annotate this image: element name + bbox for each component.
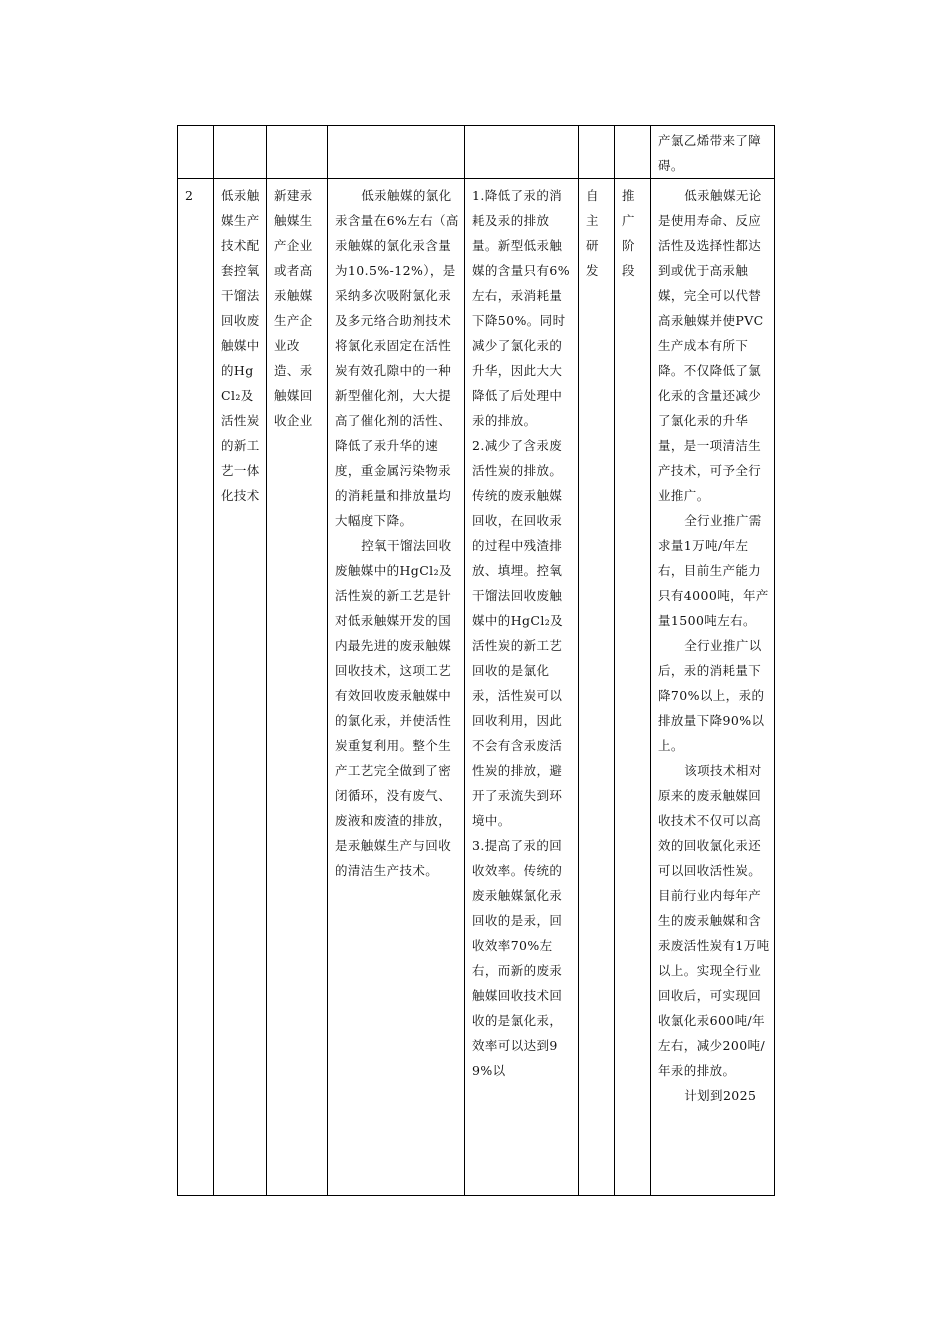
cell-index-empty: [178, 126, 214, 179]
cell-scope: 新建汞触媒生产企业或者高汞触媒生产企业改造、汞触媒回收企业: [267, 179, 328, 1196]
cell-remarks: [651, 179, 775, 1196]
cell-description: [328, 179, 465, 1196]
cell-effects: [465, 179, 579, 1196]
remarks-paragraph: 计划到2025: [684, 1088, 757, 1103]
cell-tech-name: 低汞触媒生产技术配套控氧干馏法回收废触媒中的HgCl₂及活性炭的新工艺一体化技术: [214, 179, 267, 1196]
technology-table: [177, 125, 775, 1196]
cell-stage-empty: [615, 126, 651, 179]
cell-remarks-continued: 产氯乙烯带来了障碍。: [651, 126, 775, 179]
cell-stage: [615, 179, 651, 1196]
remarks-paragraph: 全行业推广需求量1万吨/年左右，目前生产能力只有4000吨，年产量1500吨左右。: [658, 513, 769, 628]
cell-source: [579, 179, 615, 1196]
remarks-paragraph: 全行业推广以后，汞的消耗量下降70%以上，汞的排放量下降90%以上。: [658, 638, 765, 753]
description-paragraph: 控氧干馏法回收废触媒中的HgCl₂及活性炭的新工艺是针对低汞触媒开发的国内最先进的废汞触媒回收技术，这项工艺有效回收废汞触媒中的氯化汞，并使活性炭重复利用。整个生产工艺完全做到了密闭循环，没有废气、废液和废渣的排放，是汞触媒生产与回收的清洁生产技术。: [335, 538, 452, 878]
stage-text: 推广阶段: [622, 188, 635, 278]
remarks-paragraph: 低汞触媒无论是使用寿命、反应活性及选择性都达到或优于高汞触媒，完全可以代替高汞触媒并使PVC生产成本有所下降。不仅降低了氯化汞的含量还减少了氯化汞的升华量，是一项清洁生产技术，可予全行业推广。: [658, 188, 764, 503]
table-row: [178, 179, 775, 1196]
cell-effects-empty: [465, 126, 579, 179]
cell-index: 2: [178, 179, 214, 1196]
cell-scope-empty: [267, 126, 328, 179]
cell-description-empty: [328, 126, 465, 179]
cell-name-empty: [214, 126, 267, 179]
table-row-continuation: [178, 126, 775, 179]
cell-source-empty: [579, 126, 615, 179]
remarks-paragraph: 该项技术相对原来的废汞触媒回收技术不仅可以高效的回收氯化汞还可以回收活性炭。目前行业内每年产生的废汞触媒和含汞废活性炭有1万吨以上。实现全行业回收后，可实现回收氯化汞600吨/年左右，减少200吨/年汞的排放。: [658, 763, 770, 1078]
effects-item: 3.提高了汞的回收效率。传统的废汞触媒氯化汞回收的是汞，回收效率70%左右，而新的废汞触媒回收技术回收的是氯化汞，效率可以达到99%以: [472, 838, 563, 1078]
effects-item: 1.降低了汞的消耗及汞的排放量。新型低汞触媒的含量只有6%左右，汞消耗量下降50%。同时减少了氯化汞的升华，因此大大降低了后处理中汞的排放。: [472, 188, 571, 428]
effects-item: 2.减少了含汞废活性炭的排放。传统的废汞触媒回收，在回收汞的过程中残渣排放、填埋。控氧干馏法回收废触媒中的HgCl₂及活性炭的新工艺回收的是氯化汞，活性炭可以回收利用，因此不会有含汞废活性炭的排放，避开了汞流失到环境中。: [472, 438, 564, 828]
source-text: 自主研发: [586, 188, 599, 278]
description-paragraph: 低汞触媒的氯化汞含量在6%左右（高汞触媒的氯化汞含量为10.5%-12%），是采纳多次吸附氯化汞及多元络合助剂技术将氯化汞固定在活性炭有效孔隙中的一种新型催化剂，大大提高了催化剂的活性、降低了汞升华的速度，重金属污染物汞的消耗量和排放量均大幅度下降。: [335, 188, 459, 528]
